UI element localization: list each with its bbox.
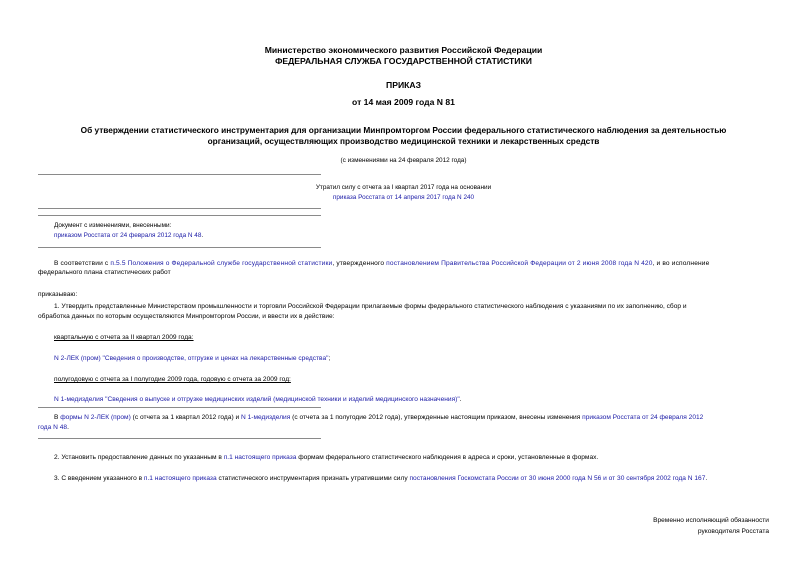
form-2-lek-amend-link[interactable]: формы N 2-ЛЕК (пром) — [60, 414, 131, 421]
separator — [38, 174, 321, 175]
separator — [38, 208, 321, 209]
title-line-2: организаций, осуществляющих производство медицинской техники и лекарственных средств — [207, 136, 600, 146]
expiry-text: Утратил силу с отчета за I квартал 2017 года на основании — [315, 184, 492, 191]
signature-line-1: Временно исполняющий обязанности — [653, 517, 769, 524]
separator — [38, 438, 321, 439]
rosstat-order-link[interactable]: приказом Росстата от 24 февраля 2012 — [582, 414, 704, 421]
amendments-note: (с изменениями на 24 февраля 2012 года) — [340, 157, 467, 164]
quarterly-heading: квартальную с отчета за II квартал 2009 года: — [54, 334, 194, 341]
document-date: от 14 мая 2009 года N 81 — [352, 97, 455, 107]
separator — [38, 407, 321, 408]
item-1-ref-link-2[interactable]: п.1 настоящего приказа — [143, 475, 217, 482]
amendment-line-1: В формы N 2-ЛЕК (пром) (с отчета за 1 квартал 2012 года) и N 1-медизделия (с отчета за 1 полугодие 2012 года), утвержденные настоящим приказом, внесены изменения приказом Росстата от 24 февраля 2012 — [54, 414, 704, 421]
changes-link[interactable]: приказом Росстата от 24 февраля 2012 года N 48 — [54, 232, 202, 239]
form-1-med-amend-link[interactable]: N 1-медизделия — [240, 414, 291, 421]
item-1-ref-link[interactable]: п.1 настоящего приказа — [223, 454, 297, 461]
regulation-link[interactable]: п.5.5 Положения о Федеральной службе государственной статистики — [110, 260, 333, 267]
signature-line-2: руководителя Росстата — [697, 528, 769, 535]
item-1-line-1: 1. Утвердить представленные Министерством промышленности и торговли Российской Федерации прилагаемые формы федерального статистического наблюдения с указаниями по их заполнению, сбор и — [54, 303, 687, 310]
separator — [38, 247, 321, 248]
ministry-name: Министерство экономического развития Российской Федерации — [264, 45, 543, 55]
separator — [38, 215, 321, 216]
title-line-1: Об утверждении статистического инструментария для организации Минпромторгом России федерального статистического наблюдения за деятельностью — [80, 125, 727, 135]
expiry-link[interactable]: приказа Росстата от 14 апреля 2017 года N 240 — [332, 194, 475, 201]
item-2: 2. Установить предоставление данных по указанным в п.1 настоящего приказа формам федерального статистического наблюдения в адреса и сроки, установленные в формах. — [54, 454, 599, 461]
changes-text: Документ с изменениями, внесенными: — [54, 222, 172, 229]
item-1-line-2: обработка данных по которым осуществляются Минпромторгом России, и ввести их в действие: — [38, 313, 335, 320]
government-decree-link[interactable]: постановлением Правительства Российской Федерации от 2 июня 2008 года N 420 — [386, 260, 653, 267]
semiannual-heading: полугодовую с отчета за I полугодие 2009 года, годовую с отчета за 2009 год: — [54, 376, 291, 383]
document-type: ПРИКАЗ — [386, 80, 421, 90]
form-1-medizdeliya-link[interactable]: N 1-медизделия "Сведения о выпуске и отгрузке медицинских изделий (медицинской техники и изделий медицинского назначения)" — [54, 396, 460, 403]
rosstat-order-link-cont[interactable]: года N 48 — [38, 424, 68, 431]
preamble-line-1: В соответствии с п.5.5 Положения о Федеральной службе государственной статистики, утвержденного постановлением Правительства Российской Федерации от 2 июня 2008 года N 420, и во исполнение — [54, 260, 710, 267]
goskomstat-decrees-link[interactable]: постановления Госкомстата России от 30 июня 2000 года N 56 и от 30 сентября 2002 года N 167 — [409, 475, 706, 482]
form-2-lek-link[interactable]: N 2-ЛЕК (пром) "Сведения о производстве, отгрузке и ценах на лекарственные средства" — [54, 355, 329, 362]
order-word: приказываю: — [38, 291, 78, 298]
preamble-line-2: федерального плана статистических работ — [38, 269, 171, 276]
item-3: 3. С введением указанного в п.1 настоящего приказа статистического инструментария признать утратившими силу постановления Госкомстата России от 30 июня 2000 года N 56 и от 30 сентября 2002 года N 167. — [54, 475, 708, 482]
service-name: ФЕДЕРАЛЬНАЯ СЛУЖБА ГОСУДАРСТВЕННОЙ СТАТИСТИКИ — [275, 56, 532, 66]
